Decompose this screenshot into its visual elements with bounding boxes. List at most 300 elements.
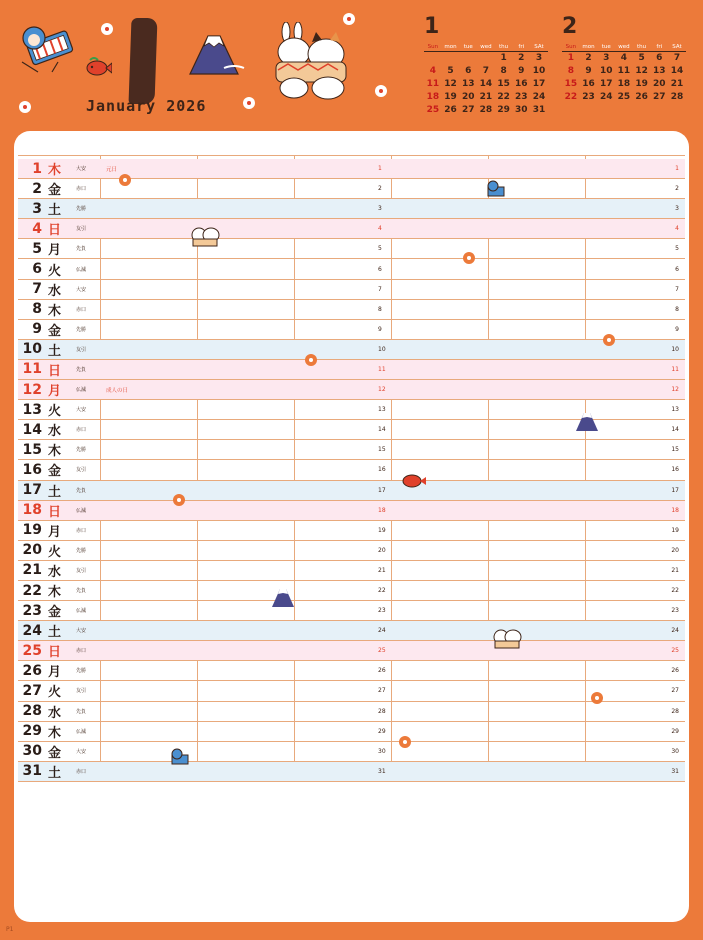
mini-calendar-date: 28 [479,105,493,115]
day-number: 30 [22,743,42,760]
mini-calendar-date: 20 [653,79,666,89]
day-number-mid: 14 [378,426,386,434]
day-number-mid: 1 [378,165,382,173]
day-number-right: 4 [675,225,679,233]
day-number-right: 11 [671,365,679,373]
mini-calendar-week [562,78,686,91]
day-number-mid: 22 [378,587,386,595]
day-number-mid: 7 [378,285,382,293]
month-title: January 2026 [86,97,207,115]
kite-doll-illustration [14,18,78,74]
day-row[interactable] [18,702,685,722]
day-number-right: 23 [671,607,679,615]
mini-calendar-date [424,52,442,65]
day-number-right: 28 [671,707,679,715]
plum-blossom-icon [100,22,114,36]
weekday-label: thu [499,44,509,50]
weekday-kanji: 水 [48,283,62,299]
day-row[interactable] [18,681,685,701]
day-number: 28 [22,703,42,720]
day-number-right: 6 [675,265,679,273]
day-number-right: 17 [671,486,679,494]
weekday-label: thu [637,44,647,50]
day-number-right: 27 [671,687,679,695]
mini-calendar-date: 12 [635,66,648,76]
day-number: 12 [22,381,42,398]
rokuyo-label: 先負 [76,246,87,253]
day-row[interactable] [18,742,685,762]
rabbit-and-cat-icon [492,625,522,651]
day-row[interactable] [18,380,685,400]
day-row[interactable] [18,541,685,561]
day-number-right: 20 [671,546,679,554]
weekday-label: mon [444,44,457,50]
day-number: 3 [32,200,42,217]
schedule-card [14,131,689,922]
mini-calendar-date: 22 [497,92,510,102]
weekday-kanji: 木 [48,444,62,460]
page-label: P1 [6,926,14,933]
weekday-kanji: 月 [48,243,62,259]
weekday-kanji: 木 [48,303,62,319]
mini-calendar-date: 26 [635,92,648,102]
day-row[interactable] [18,581,685,601]
mini-calendar-date: 17 [599,79,613,89]
mini-calendar-date: 3 [603,53,610,63]
weekday-kanji: 月 [48,384,62,400]
day-number-right: 26 [671,667,679,675]
mini-calendar-date: 9 [518,66,525,76]
rokuyo-label: 友引 [76,226,87,233]
weekday-kanji: 日 [48,363,62,379]
day-number-right: 5 [675,245,679,253]
day-number: 20 [22,542,42,559]
mini-calendar-date: 8 [567,66,574,76]
day-number-mid: 19 [378,526,386,534]
rokuyo-label: 大安 [76,166,87,173]
rokuyo-label: 大安 [76,407,87,414]
day-number: 10 [22,341,42,358]
mini-calendar-date: 7 [673,53,681,63]
rokuyo-label: 赤口 [76,527,87,534]
mini-calendar-date: 10 [532,66,546,76]
day-number-right: 3 [675,205,679,213]
rokuyo-label: 赤口 [76,648,87,655]
day-number-right: 15 [671,446,679,454]
rabbit-and-cat-illustration [268,22,364,104]
weekday-label: Sun [427,44,439,50]
day-number: 26 [22,662,42,679]
rokuyo-label: 仏滅 [76,387,87,394]
mini-calendar-date: 8 [500,66,507,76]
weekday-kanji: 日 [48,645,62,661]
mini-calendar-date: 30 [515,105,528,115]
rokuyo-label: 先負 [76,588,87,595]
rokuyo-label: 友引 [76,688,87,695]
day-row[interactable] [18,722,685,742]
rokuyo-label: 友引 [76,467,87,474]
plum-blossom-icon [398,735,412,749]
mini-calendar-date: 27 [653,92,666,102]
weekday-kanji: 土 [48,203,62,219]
weekday-kanji: 金 [48,464,62,480]
weekday-label: Sun [565,44,577,50]
rokuyo-label: 先負 [76,487,87,494]
mini-calendar-date: 22 [564,92,578,102]
day-number-mid: 8 [378,305,382,313]
day-row[interactable] [18,219,685,239]
day-row[interactable] [18,661,685,681]
day-row[interactable] [18,360,685,380]
mini-calendar-date: 5 [447,66,454,76]
mini-calendar-week [562,91,686,104]
day-number-right: 2 [675,185,679,193]
mini-calendar-month: 1 [424,14,440,39]
mini-calendar-week [424,52,548,65]
mini-calendar-date: 13 [461,79,475,89]
weekday-label: fri [656,44,663,50]
weekday-label: wed [480,44,492,50]
day-number: 22 [22,582,42,599]
mini-calendar-date: 2 [518,53,525,63]
plum-blossom-icon [342,12,356,26]
weekday-kanji: 日 [48,223,62,239]
day-number: 5 [32,240,42,257]
mini-calendar-date: 3 [535,53,543,63]
mini-calendar-date: 4 [620,53,628,63]
day-number: 14 [22,421,42,438]
rokuyo-label: 仏滅 [76,266,87,273]
day-number-mid: 17 [378,486,386,494]
kite-doll-icon [484,179,506,201]
weekday-label: tue [463,44,473,50]
weekday-kanji: 木 [48,585,62,601]
mini-calendar-date [477,52,495,65]
day-number-right: 10 [671,345,679,353]
mini-calendar-date [459,52,477,65]
weekday-kanji: 金 [48,323,62,339]
day-row[interactable] [18,440,685,460]
weekday-kanji: 土 [48,343,62,359]
mini-calendar-date: 25 [426,105,440,115]
day-number: 4 [32,220,42,237]
mini-calendar-date: 18 [426,92,440,102]
mini-calendar-week [424,104,548,117]
mini-calendar-date: 9 [585,66,592,76]
day-number-mid: 2 [378,185,382,193]
mini-calendar-month: 2 [562,14,578,39]
day-number-mid: 27 [378,687,386,695]
weekday-kanji: 土 [48,765,62,781]
day-number: 19 [22,522,42,539]
weekday-kanji: 金 [48,605,62,621]
rokuyo-label: 赤口 [76,427,87,434]
day-number-mid: 6 [378,265,382,273]
day-number: 6 [32,261,42,278]
holiday-note: 成人の日 [106,387,129,394]
day-number-right: 8 [675,305,679,313]
day-number-mid: 4 [378,225,382,233]
day-row[interactable] [18,340,685,360]
mini-calendar-date: 25 [617,92,631,102]
rokuyo-label: 友引 [76,346,87,353]
plum-blossom-icon [602,333,616,347]
day-number-mid: 15 [378,446,386,454]
weekday-kanji: 月 [48,665,62,681]
mini-calendar-date: 15 [564,79,578,89]
mini-calendar-date: 4 [429,66,436,76]
plum-blossom-icon [18,100,32,114]
day-row[interactable] [18,621,685,641]
day-number-right: 30 [671,747,679,755]
day-number-mid: 3 [378,205,382,213]
day-row[interactable] [18,601,685,621]
day-row[interactable] [18,641,685,661]
sea-bream-icon [402,471,426,489]
weekday-kanji: 火 [48,685,62,701]
weekday-kanji: 火 [48,544,62,560]
day-number-right: 16 [671,466,679,474]
day-number-mid: 10 [378,345,386,353]
mini-calendar-date: 26 [444,105,457,115]
day-number-right: 25 [671,647,679,655]
day-number-right: 24 [671,627,679,635]
rokuyo-label: 先負 [76,708,87,715]
day-number: 9 [32,321,42,338]
weekday-kanji: 土 [48,625,62,641]
rokuyo-label: 仏滅 [76,507,87,514]
plum-blossom-icon [590,691,604,705]
plum-blossom-icon [374,84,388,98]
plum-blossom-icon [304,353,318,367]
day-number-right: 14 [671,426,679,434]
mini-calendar-date: 28 [670,92,684,102]
day-row[interactable] [18,300,685,320]
mini-calendar-january [424,16,548,117]
mini-calendar-date: 20 [461,92,475,102]
big-month-numeral [128,18,157,104]
mini-calendar-date: 6 [465,66,472,76]
rokuyo-label: 大安 [76,748,87,755]
day-number-right: 13 [671,406,679,414]
day-row[interactable] [18,259,685,279]
day-row[interactable] [18,561,685,581]
mini-calendar-date: 16 [515,79,528,89]
day-row[interactable] [18,762,685,782]
mini-calendar-date: 13 [653,66,666,76]
weekday-label: SAt [672,44,682,50]
mount-fuji-icon [270,585,296,609]
mini-calendar-date: 24 [532,92,546,102]
day-number-right: 22 [671,587,679,595]
mini-calendar-date: 7 [482,66,490,76]
weekday-kanji: 火 [48,263,62,279]
day-row[interactable] [18,280,685,300]
mini-calendar-date: 1 [567,53,574,63]
mini-calendar-date: 27 [461,105,475,115]
mini-calendar-week [424,91,548,104]
mini-calendar-date: 15 [497,79,510,89]
day-number: 21 [22,562,42,579]
day-number: 29 [22,723,42,740]
weekday-kanji: 土 [48,484,62,500]
day-number-mid: 20 [378,546,386,554]
plum-blossom-icon [172,493,186,507]
day-row[interactable] [18,481,685,501]
plum-blossom-icon [118,173,132,187]
weekday-kanji: 木 [48,163,62,179]
weekday-kanji: 木 [48,725,62,741]
day-number-mid: 5 [378,245,382,253]
weekday-kanji: 水 [48,705,62,721]
day-number-right: 9 [675,325,679,333]
weekday-label: wed [618,44,630,50]
holiday-note: 元日 [106,166,118,173]
day-number-mid: 23 [378,607,386,615]
day-number-right: 12 [671,386,679,394]
day-number-right: 1 [675,165,679,173]
day-number-mid: 24 [378,627,386,635]
mini-calendar-weekdays [562,44,686,52]
day-number-mid: 18 [378,506,386,514]
day-number-right: 7 [675,285,679,293]
day-number-mid: 29 [378,727,386,735]
day-number: 18 [22,502,42,519]
weekday-kanji: 水 [48,424,62,440]
rokuyo-label: 先勝 [76,668,87,675]
mini-calendar-date: 29 [497,105,510,115]
weekday-kanji: 金 [48,183,62,199]
rokuyo-label: 先勝 [76,326,87,333]
rokuyo-label: 先勝 [76,447,87,454]
day-number: 31 [22,763,42,780]
day-number-mid: 13 [378,406,386,414]
day-number: 11 [22,361,42,378]
day-number-mid: 21 [378,566,386,574]
mount-fuji-illustration [186,28,246,78]
rokuyo-label: 大安 [76,286,87,293]
mini-calendar-date: 2 [585,53,592,63]
mini-calendar-date: 19 [444,92,457,102]
rokuyo-label: 仏滅 [76,608,87,615]
day-number: 13 [22,401,42,418]
day-number: 15 [22,441,42,458]
mini-calendar-week [562,65,686,78]
rabbit-and-cat-icon [190,223,220,249]
rokuyo-label: 先勝 [76,206,87,213]
mini-calendar-date: 17 [532,79,546,89]
day-number: 27 [22,682,42,699]
day-number-mid: 12 [378,386,386,394]
mini-calendar-date: 10 [599,66,613,76]
day-number: 23 [22,602,42,619]
mini-calendar-date: 11 [426,79,440,89]
mini-calendar-date: 6 [656,53,663,63]
mini-calendar-date: 23 [582,92,595,102]
day-row[interactable] [18,199,685,219]
mini-calendar-week [424,78,548,91]
day-number: 8 [32,301,42,318]
weekday-label: SAt [534,44,544,50]
mini-calendar-date: 21 [670,79,684,89]
weekday-label: tue [601,44,611,50]
day-number-right: 21 [671,566,679,574]
plum-blossom-icon [242,96,256,110]
day-number-mid: 30 [378,747,386,755]
day-row[interactable] [18,320,685,340]
mini-calendar-date: 14 [670,66,684,76]
mini-calendar-week [424,65,548,78]
day-row[interactable] [18,501,685,521]
mini-calendar-date: 14 [479,79,493,89]
mini-calendar-date: 16 [582,79,595,89]
weekday-kanji: 月 [48,524,62,540]
day-number-mid: 26 [378,667,386,675]
rokuyo-label: 赤口 [76,306,87,313]
rokuyo-label: 先負 [76,366,87,373]
weekday-label: fri [518,44,525,50]
sea-bream-illustration [84,52,112,80]
kite-doll-icon [168,747,190,769]
day-number-mid: 28 [378,707,386,715]
mini-calendar-date: 11 [617,66,631,76]
day-number: 7 [32,281,42,298]
weekday-kanji: 金 [48,745,62,761]
day-rows [18,159,685,782]
mini-calendar-date: 5 [638,53,645,63]
mini-calendar-date: 23 [515,92,528,102]
mini-calendar-date [442,52,460,65]
day-row[interactable] [18,239,685,259]
mini-calendar-week [562,52,686,65]
weekday-kanji: 火 [48,404,62,420]
rokuyo-label: 友引 [76,567,87,574]
mini-calendar-date: 21 [479,92,493,102]
day-number-mid: 11 [378,365,386,373]
mount-fuji-icon [574,409,600,433]
day-number-right: 19 [671,526,679,534]
day-number: 1 [32,160,42,177]
rokuyo-label: 大安 [76,628,87,635]
day-number-mid: 16 [378,466,386,474]
mini-calendar-date: 24 [599,92,613,102]
day-number: 2 [32,180,42,197]
day-number: 17 [22,482,42,499]
mini-calendar-date: 1 [500,53,507,63]
day-number-right: 18 [671,506,679,514]
weekday-kanji: 水 [48,564,62,580]
mini-calendar-date: 12 [444,79,457,89]
rokuyo-label: 赤口 [76,768,87,775]
rokuyo-label: 先勝 [76,547,87,554]
day-number: 24 [22,622,42,639]
rokuyo-label: 赤口 [76,186,87,193]
mini-calendar-date: 18 [617,79,631,89]
mini-calendar-date: 31 [532,105,546,115]
day-number: 25 [22,642,42,659]
day-number: 16 [22,461,42,478]
day-number-right: 29 [671,727,679,735]
day-row[interactable] [18,460,685,480]
day-number-mid: 9 [378,325,382,333]
mini-calendar-february [562,16,686,104]
plum-blossom-icon [462,251,476,265]
day-number-right: 31 [671,767,679,775]
rokuyo-label: 仏滅 [76,728,87,735]
mini-calendar-date: 19 [635,79,648,89]
day-row[interactable] [18,521,685,541]
weekday-label: mon [582,44,595,50]
